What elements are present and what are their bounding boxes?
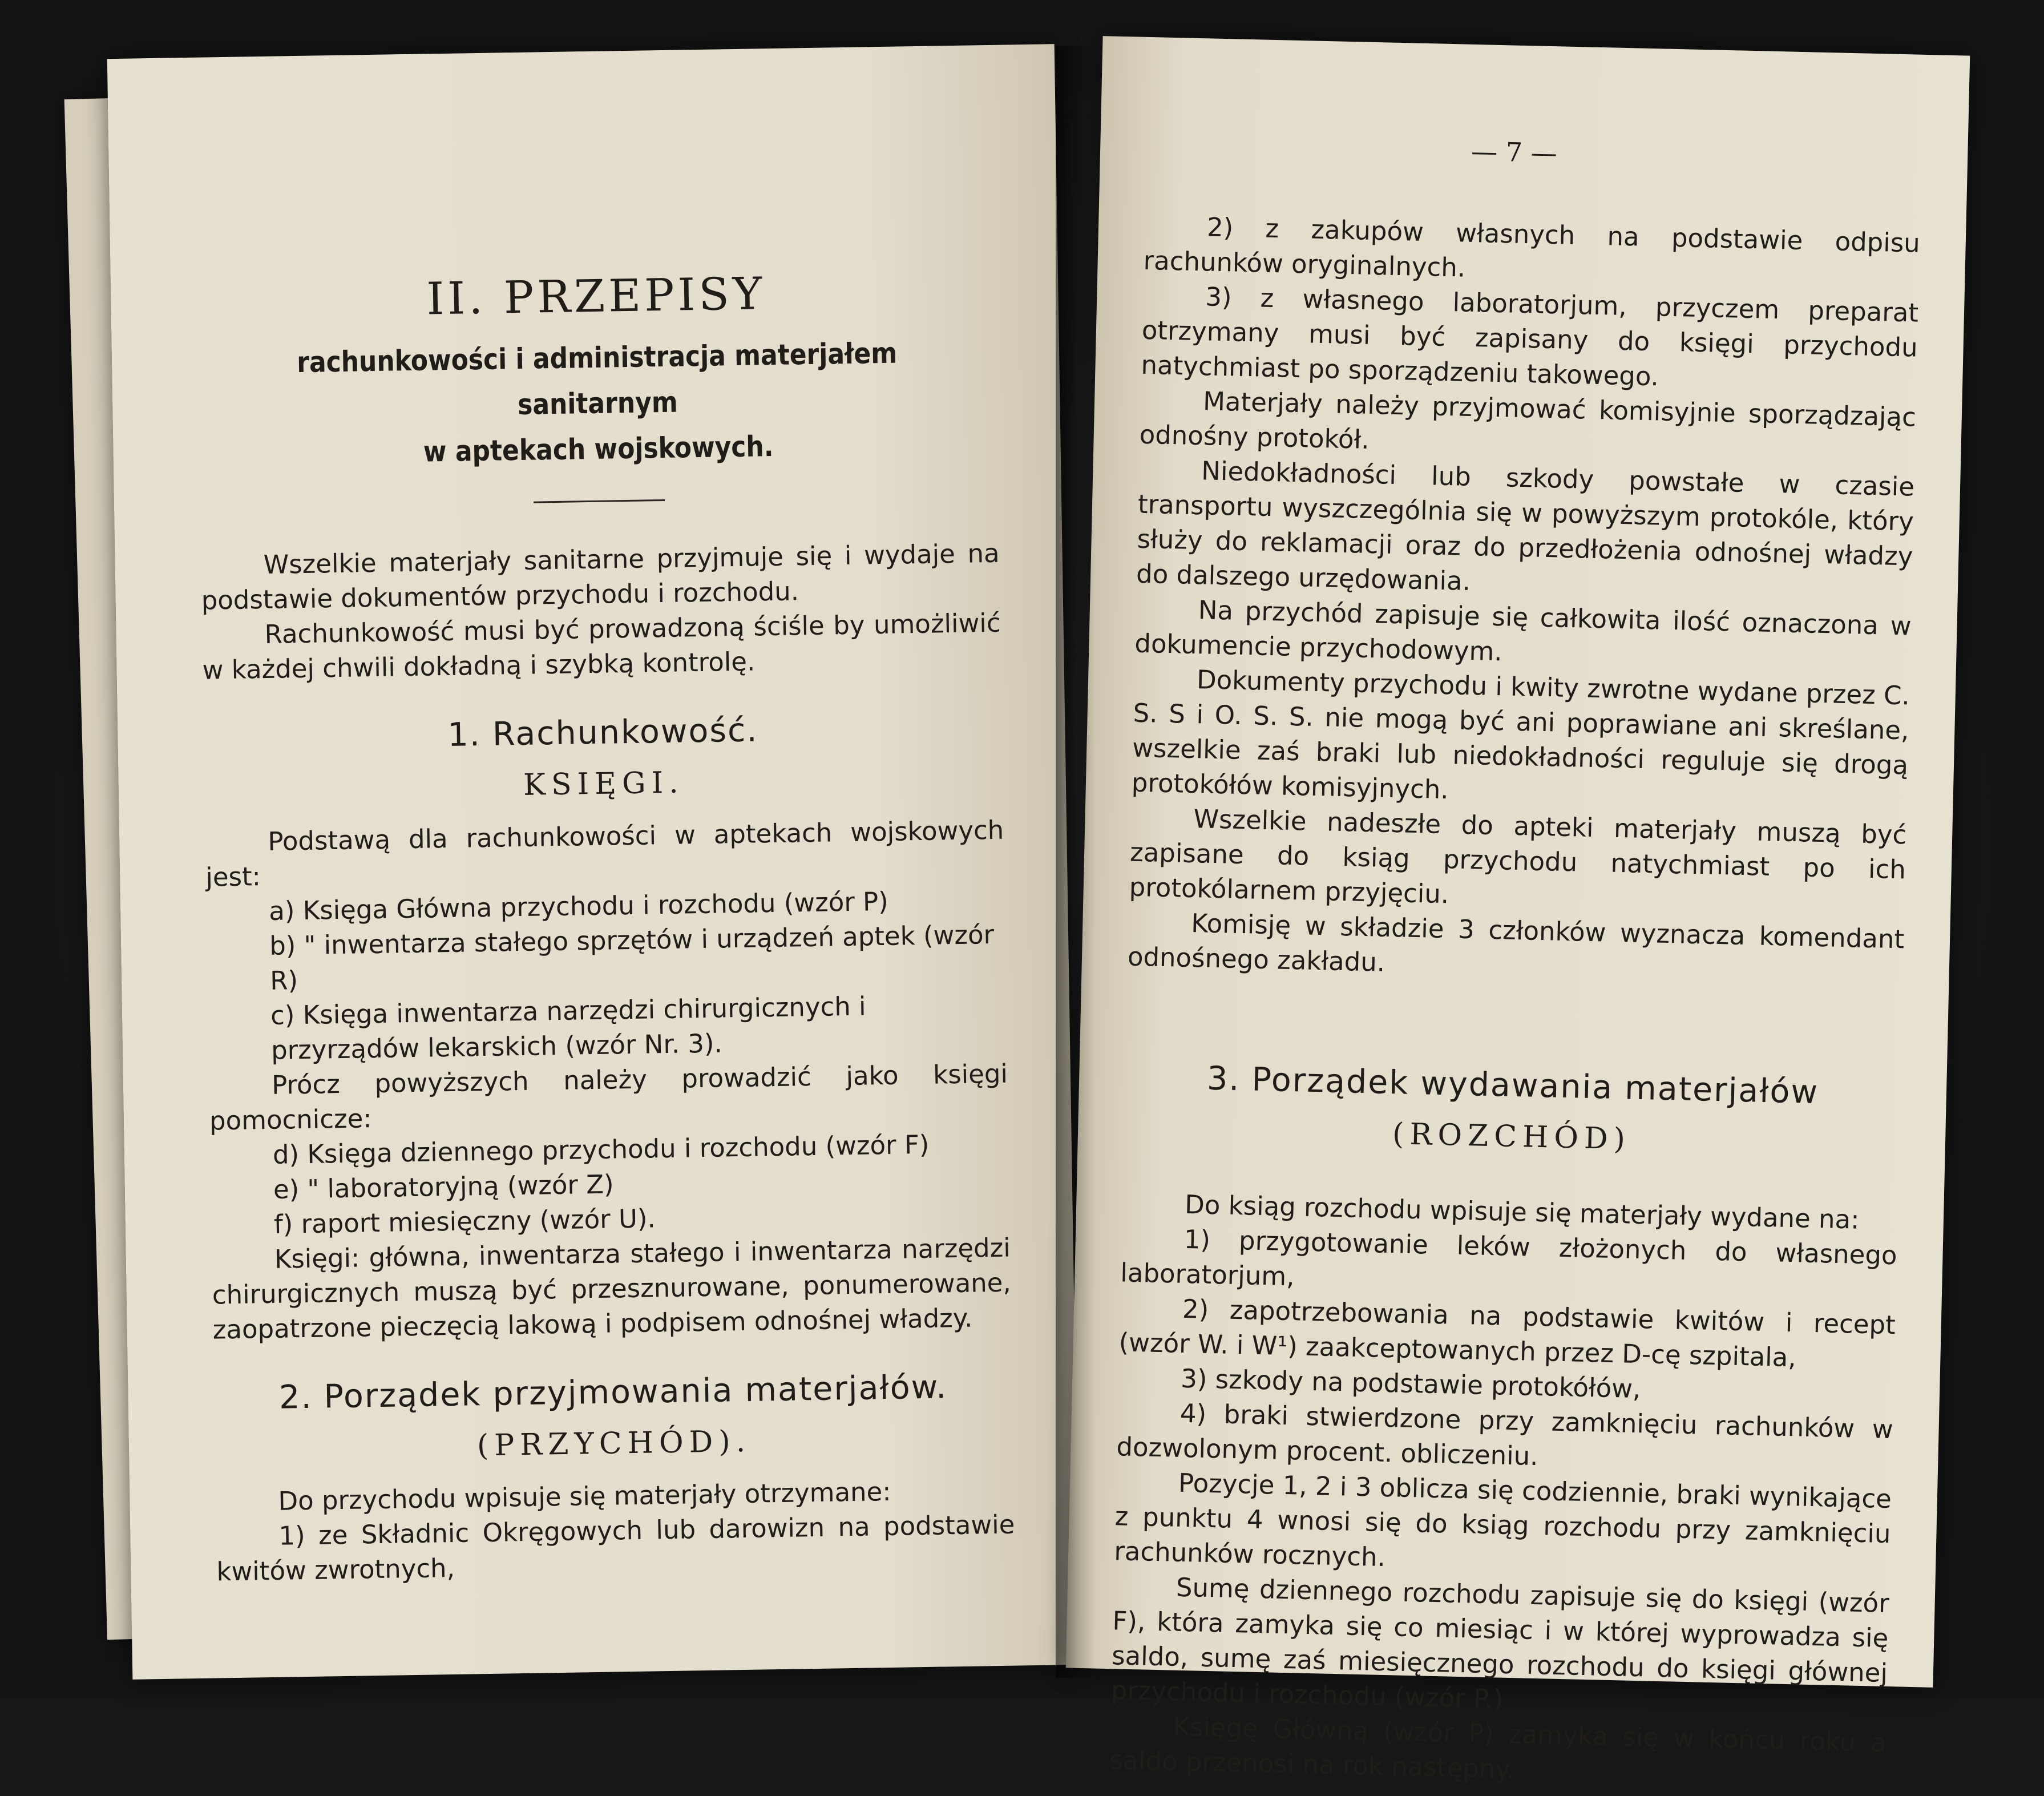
list-item: 2) zapotrzebowania na podstawie kwitów i recept (wzór W. i W¹) zaakceptowanych przez D-cę szpitala, <box>1118 1293 1896 1373</box>
paragraph: Sumę dziennego rozchodu zapisuje się do księgi (wzór F), która zamyka się co miesiąc i w której wyprowadza się saldo, sumę zaś miesięcznego rozchodu do księgi głównej przychodu i rozchodu (wzór P.) <box>1110 1572 1890 1714</box>
list-item: Księgi: główna, inwentarza stałego i inwentarza narzędzi chirurgicznych muszą być przesznurowane, ponumerowane, zaopatrzone pieczęcią lakową i podpisem odnośnej władzy. <box>212 1232 1012 1345</box>
section-3-subtitle: (ROZCHÓD) <box>1392 1117 1631 1157</box>
list-item: Prócz powyższych należy prowadzić jako księgi pomocnicze: <box>209 1058 1008 1136</box>
paragraph: Komisję w składzie 3 członków wyznacza komendant odnośnego zakładu. <box>1127 908 1905 978</box>
section-1-intro: Podstawą dla rachunkowości w aptekach wojskowych jest: <box>205 814 1004 893</box>
list-item: b) " inwentarza stałego sprzętów i urządzeń aptek (wzór R) <box>269 919 995 996</box>
section-2-title: 2. Porządek przyjmowania materjałów. <box>278 1368 948 1416</box>
list-item: 4) braki stwierdzone przy zamknięciu rachunków w dozwolonym procent. obliczeniu. <box>1116 1398 1894 1472</box>
left-page-text <box>196 268 1016 1589</box>
list-item: 1) przygotowanie leków złożonych do własnego laboratorjum, <box>1120 1224 1898 1292</box>
page-number: — 7 — <box>1471 135 1558 169</box>
paragraph: 3) z własnego laboratorjum, przyczem preparat otrzymany musi być zapisany do księgi przychodu natychmiast po sporządzeniu takowego. <box>1140 281 1919 392</box>
intro-paragraph: Rachunkowość musi być prowadzoną ściśle by umożliwić w każdej chwili dokładną i szybką kontrolę. <box>202 607 1001 685</box>
list-item: 1) ze Składnic Okręgowych lub darowizn na podstawie kwitów zwrotnych, <box>216 1509 1015 1587</box>
section-3-title: 3. Porządek wydawania materjałów <box>1206 1059 1819 1112</box>
chapter-title: II. PRZEPISY <box>426 268 766 325</box>
section-2-subtitle: (PRZYCHÓD). <box>476 1424 752 1463</box>
list-item: a) Księga Główna przychodu i rozchodu (wzór P) <box>268 886 889 926</box>
section-1-title: 1. Rachunkowość. <box>447 711 758 754</box>
paragraph: Pozycje 1, 2 i 3 oblicza się codziennie, braki wynikające z punktu 4 wnosi się do ksiąg rozchodu przy zamknięciu rachunków rocznych. <box>1113 1467 1892 1573</box>
paragraph: 2) z zakupów własnych na podstawie odpisu rachunków oryginalnych. <box>1143 212 1921 283</box>
list-item: f) raport miesięczny (wzór U). <box>273 1203 656 1240</box>
paragraph: Materjały należy przyjmować komisyjnie sporządzając odnośny protokół. <box>1139 386 1917 455</box>
paragraph: Wszelkie nadeszłe do apteki materjały muszą być zapisane do ksiąg przychodu natychmiast po ich protokólarnem przyjęciu. <box>1129 804 1907 910</box>
right-page-text <box>1109 208 1920 1795</box>
intro-paragraph: Wszelkie materjały sanitarne przyjmuje się i wydaje na podstawie dokumentów przychodu i rozchodu. <box>201 538 1000 616</box>
chapter-subtitle-line2: w aptekach wojskowych. <box>423 429 774 469</box>
chapter-subtitle-line1: rachunkowości i administracja materjałem sanitarnym <box>296 336 898 421</box>
paragraph: Na przychód zapisuje się całkowita ilość oznaczona w dokumencie przychodowym. <box>1134 595 1912 667</box>
list-item: e) " laboratoryjną (wzór Z) <box>273 1169 615 1205</box>
paragraph: Księgę Główną (wzór P) zamyka się w końcu roku a saldo przenosi na rok następny. <box>1109 1711 1887 1785</box>
paragraph: Dokumenty przychodu i kwity zwrotne wydane przez C. S. S i O. S. S. nie mogą być ani poprawiane ani skreślane, wszelkie zaś braki lub niedokładności reguluje się drogą protokółów komisyjnych. <box>1131 664 1910 805</box>
book-gutter-shadow <box>1056 46 1096 1678</box>
list-item: d) Księga dziennego przychodu i rozchodu (wzór F) <box>272 1129 930 1170</box>
right-page <box>1066 36 1970 1785</box>
paragraph: Niedokładności lub szkody powstałe w czasie transportu wyszczególnia się w powyższym protokóle, który służy do reklamacji oraz do przedłożenia odnośnej władzy do dalszego urzędowania. <box>1136 455 1915 596</box>
section-2-intro: Do przychodu wpisuje się materjały otrzymane: <box>278 1476 891 1516</box>
section-1-subtitle: KSIĘGI. <box>523 765 685 802</box>
title-divider <box>534 499 665 503</box>
list-item: 3) szkody na podstawie protokółów, <box>1180 1363 1641 1404</box>
section-3-intro: Do ksiąg rozchodu wpisuje się materjały wydane na: <box>1184 1189 1860 1235</box>
left-page <box>107 44 1080 1680</box>
list-item: c) Księga inwentarza narzędzi chirurgicznych i przyrządów lekarskich (wzór Nr. 3). <box>270 991 866 1066</box>
